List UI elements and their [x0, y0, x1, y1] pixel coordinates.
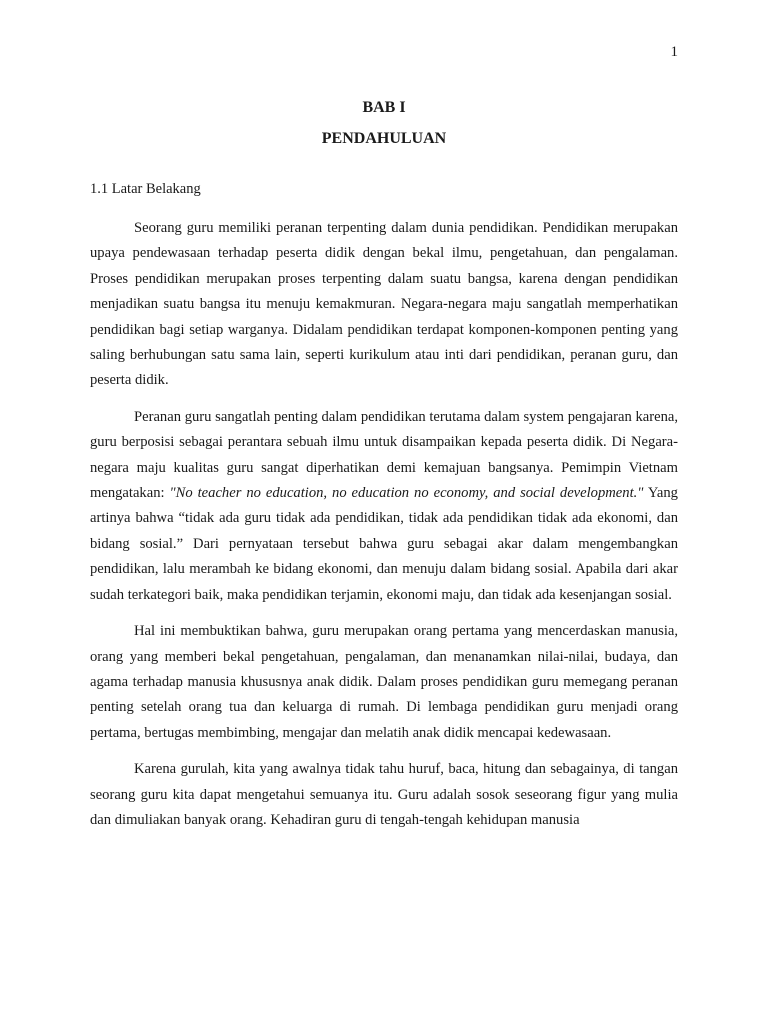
page-number: 1 — [670, 44, 678, 60]
chapter-title: PENDAHULUAN — [321, 130, 447, 147]
chapter-label: BAB I — [362, 99, 406, 116]
paragraph-4: Karena gurulah, kita yang awalnya tidak tahu huruf, baca, hitung dan sebagainya, di tangan seorang guru kita dapat mengetahui semuanya itu. Guru adalah sosok seseorang figur yang mulia dan dimuliakan banyak orang. Kehadiran guru di tengah-tengah kehidupan manusia — [90, 761, 678, 828]
chapter-header — [0, 92, 768, 154]
paragraph-1: Seorang guru memiliki peranan terpenting dalam dunia pendidikan. Pendidikan merupakan upaya pendewasaan terhadap peserta didik dengan bekal ilmu, pengetahuan, dan pengalaman. Proses pendidikan merupakan proses terpenting dalam suatu bangsa, karena dengan pendidikan menjadikan suatu bangsa itu menuju kemakmuran. Negara-negara maju sangatlah memperhatikan pendidikan bagi setiap warganya. Didalam pendidikan terdapat komponen-komponen penting yang saling berhubungan satu sama lain, seperti kurikulum atau inti dari pendidikan, peranan guru, dan peserta didik. — [90, 220, 678, 389]
paragraph-2-text-before: Peranan guru sangatlah penting dalam pendidikan terutama dalam system pengajaran karena, guru berposisi sebagai perantara sebuah ilmu untuk disampaikan kepada peserta didik. Di Negara-negara maju kualitas guru sangat diperhatikan demi kemajuan bangsanya. Pemimpin Vietnam mengatakan: — [90, 408, 678, 502]
paragraph-3: Hal ini membuktikan bahwa, guru merupakan orang pertama yang mencerdaskan manusia, orang yang memberi bekal pengetahuan, pengalaman, dan menanamkan nilai-nilai, budaya, dan agama terhadap manusia khususnya anak didik. Dalam proses pendidikan guru memegang peranan penting setelah orang tua dan keluarga di rumah. Di lembaga pendidikan guru menjadi orang pertama, bertugas membimbing, mengajar dan melatih anak didik mencapai kedewasaan. — [90, 623, 678, 741]
document-body — [90, 216, 678, 844]
section-heading: 1.1 Latar Belakang — [90, 181, 201, 197]
paragraph-2-quote: "No teacher no education, no education no economy, and social development." — [169, 485, 644, 502]
paragraph-2-text-after: Yang artinya bahwa “tidak ada guru tidak ada pendidikan, tidak ada pendidikan tidak ada ekonomi, dan bidang sosial.” Dari pernyataan tersebut bahwa guru sebagai akar dalam mengembangkan pendidikan, lalu merambah ke bidang ekonomi, dan menuju dalam bidang sosial. Apabila dari akar sudah terkategori baik, maka pendidikan terjamin, ekonomi maju, dan tidak ada kesenjangan sosial. — [90, 485, 678, 603]
paragraph-2 — [90, 405, 678, 608]
